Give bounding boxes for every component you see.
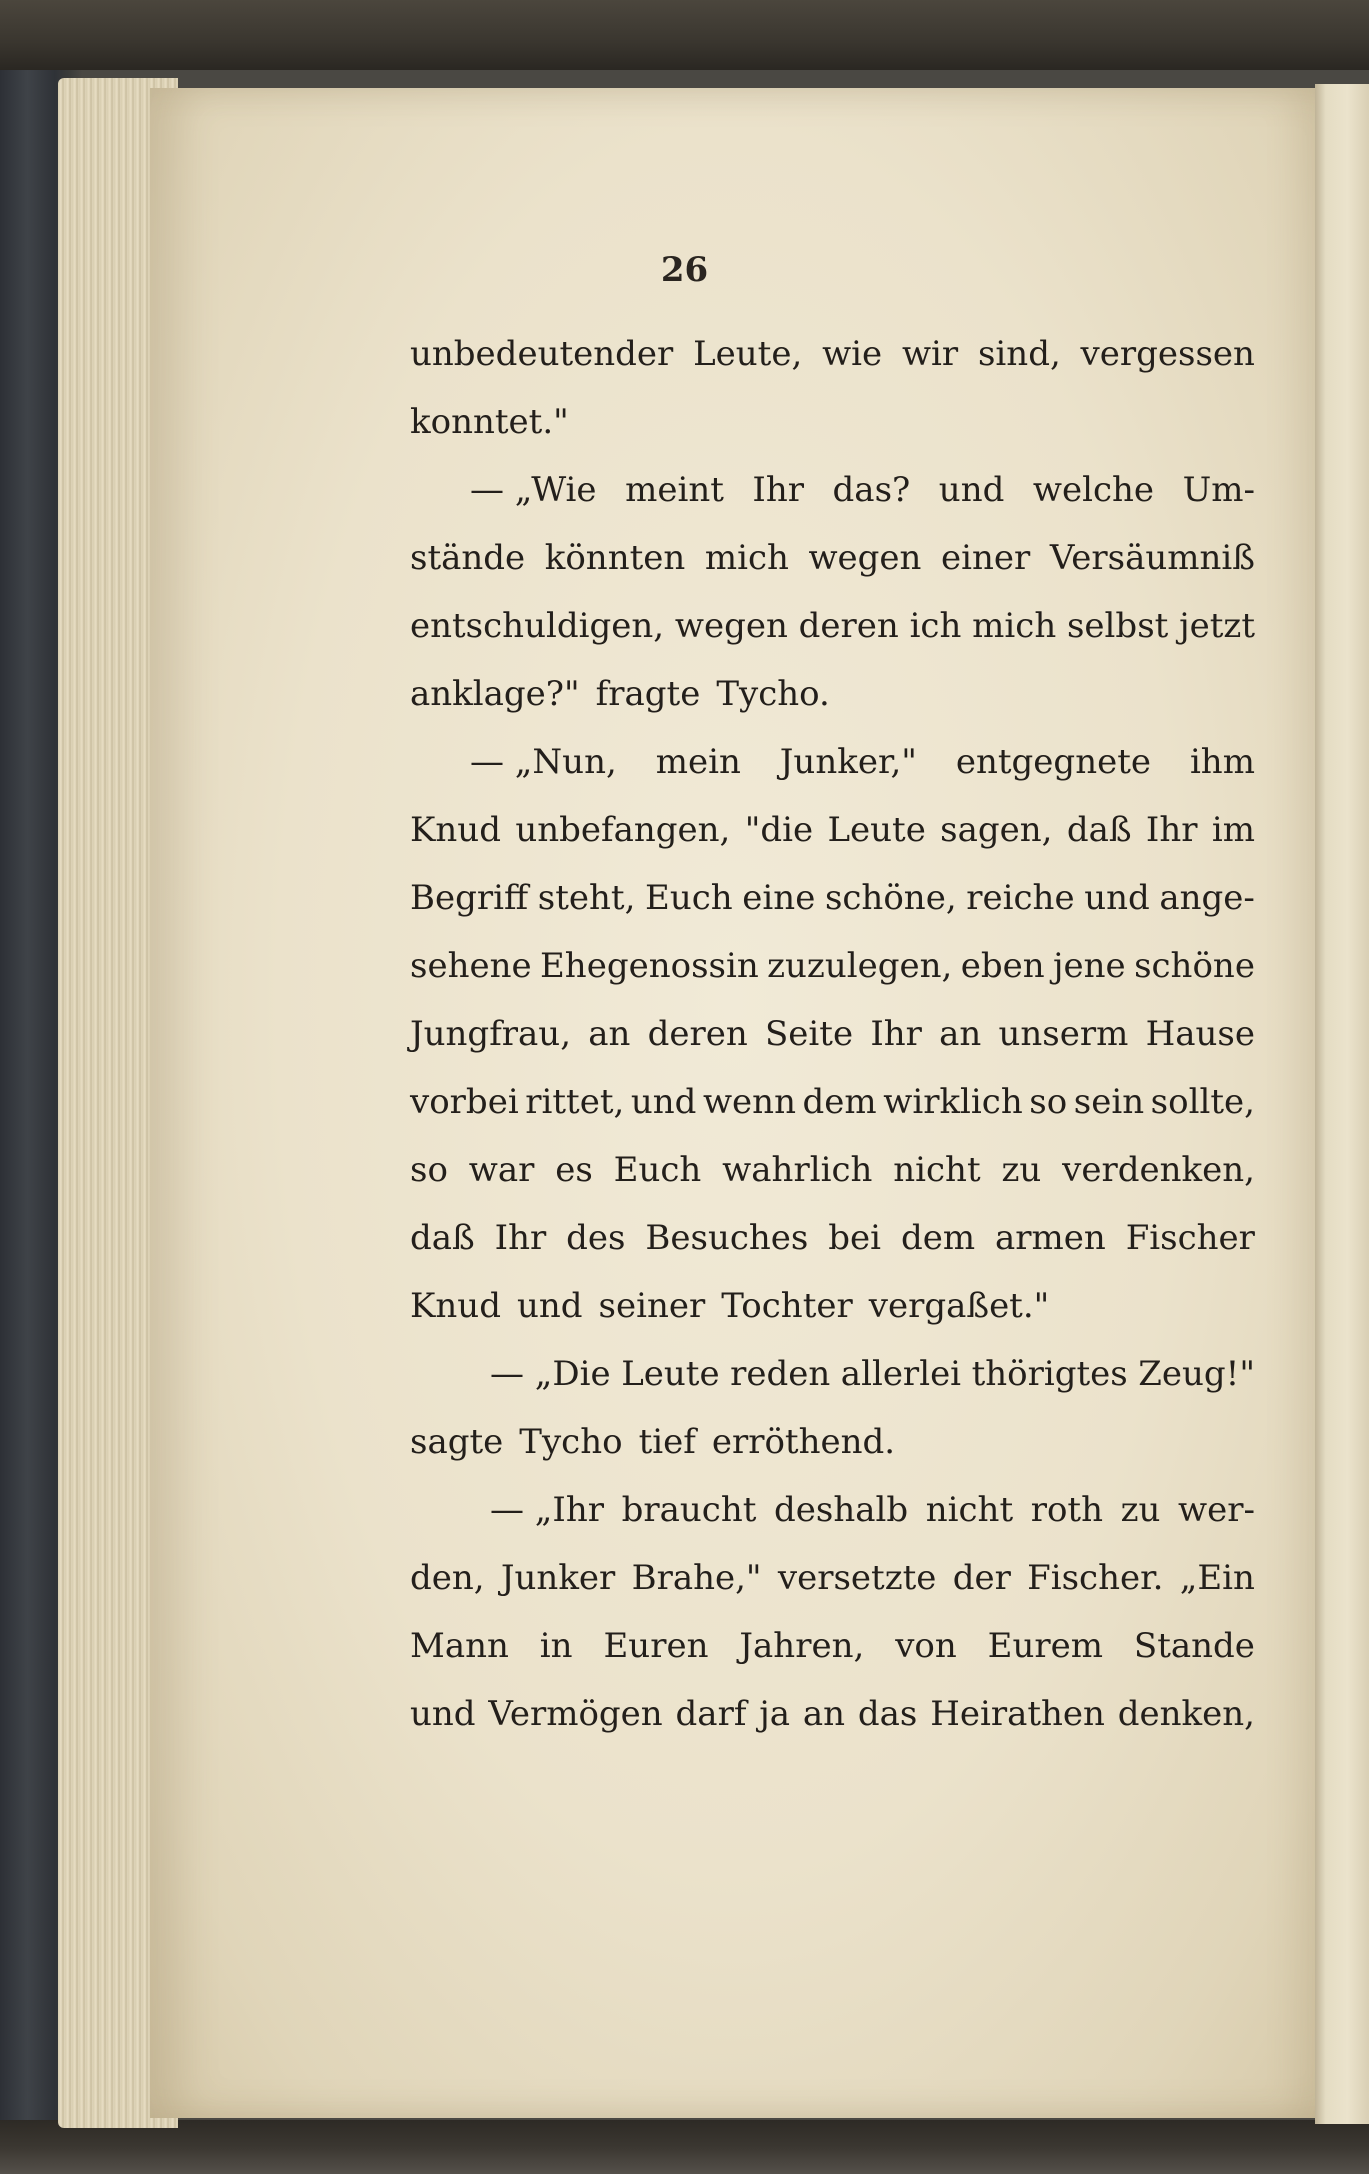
- word: wirklich: [883, 1082, 1023, 1122]
- word: mich: [972, 606, 1057, 646]
- word: Knud: [410, 1286, 501, 1326]
- word: wenn: [702, 1082, 796, 1122]
- text-line: [410, 864, 1255, 932]
- word: Stande: [1133, 1626, 1255, 1666]
- word: rittet,: [525, 1082, 625, 1122]
- word: vergessen: [1080, 334, 1255, 374]
- word: es: [555, 1150, 593, 1190]
- word: Ehegenossin: [539, 946, 759, 986]
- text-line: [410, 1136, 1255, 1204]
- word: nicht: [893, 1150, 981, 1190]
- word: anklage?": [410, 674, 580, 714]
- word: Ihr: [870, 1014, 922, 1054]
- word: so: [410, 1150, 448, 1190]
- text-line: [410, 1272, 1255, 1340]
- word: sagen,: [940, 810, 1053, 850]
- word: allerlei: [840, 1354, 962, 1394]
- word: und: [516, 1286, 583, 1326]
- word: Euren: [603, 1626, 709, 1666]
- word: entschuldigen,: [410, 606, 665, 646]
- word: zu: [1120, 1490, 1161, 1530]
- word: mein: [655, 742, 741, 782]
- word: Leute: [621, 1354, 720, 1394]
- word: wer-: [1178, 1490, 1255, 1530]
- word: verdenken,: [1062, 1150, 1255, 1190]
- word: Tochter: [721, 1286, 853, 1326]
- word: schöne,: [824, 878, 957, 918]
- word: den,: [410, 1558, 485, 1598]
- text-line: [410, 1544, 1255, 1612]
- word: zuzulegen,: [767, 946, 953, 986]
- word: wegen: [674, 606, 788, 646]
- word: eben: [960, 946, 1045, 986]
- word: sagte: [410, 1422, 504, 1462]
- word: Jungfrau,: [410, 1014, 572, 1054]
- word: Brahe,": [631, 1558, 762, 1598]
- word: Ihr: [494, 1218, 547, 1258]
- word: Besuches: [645, 1218, 809, 1258]
- word: sehene: [410, 946, 532, 986]
- word: armen: [995, 1218, 1106, 1258]
- word: steht,: [537, 878, 636, 918]
- text-line: [410, 456, 1255, 524]
- word: erröthend.: [711, 1422, 896, 1462]
- word: jene: [1053, 946, 1126, 986]
- page-number: 26: [660, 250, 709, 290]
- word: — „Wie: [470, 470, 597, 510]
- word: so: [1029, 1082, 1068, 1122]
- text-line: [410, 388, 1255, 456]
- text-line: [410, 728, 1255, 796]
- facing-page-edge: [1315, 84, 1369, 2124]
- word: Seite: [765, 1014, 854, 1054]
- text-line: [410, 1340, 1255, 1408]
- word: „Ein: [1179, 1558, 1255, 1598]
- word: braucht: [621, 1490, 757, 1530]
- word: bei: [828, 1218, 882, 1258]
- word: wahrlich: [722, 1150, 873, 1190]
- word: deren: [647, 1014, 748, 1054]
- word: Jahren,: [739, 1626, 865, 1666]
- text-line: [410, 1204, 1255, 1272]
- word: jetzt: [1179, 606, 1255, 646]
- text-line: [410, 660, 1255, 728]
- word: deshalb: [774, 1490, 909, 1530]
- word: — „Die: [490, 1354, 611, 1394]
- word: Knud: [410, 810, 501, 850]
- word: das?: [832, 470, 911, 510]
- text-line: [410, 932, 1255, 1000]
- word: reden: [730, 1354, 831, 1394]
- word: Leute,: [693, 334, 803, 374]
- word: vorbei: [410, 1082, 519, 1122]
- word: wie: [822, 334, 883, 374]
- word: Euch: [645, 878, 733, 918]
- word: denken,: [1117, 1694, 1255, 1734]
- word: versetzte: [777, 1558, 937, 1598]
- word: und: [630, 1082, 697, 1122]
- word: ja: [759, 1694, 791, 1734]
- text-line: [410, 1000, 1255, 1068]
- word: unserm: [998, 1014, 1129, 1054]
- word: nicht: [925, 1490, 1014, 1530]
- word: daß: [1066, 810, 1132, 850]
- book-cover-top-edge: [0, 0, 1369, 70]
- word: fragte: [595, 674, 701, 714]
- text-line: [410, 1068, 1255, 1136]
- word: Zeug!": [1138, 1354, 1255, 1394]
- word: "die: [744, 810, 814, 850]
- word: ich: [909, 606, 962, 646]
- word: Um-: [1182, 470, 1255, 510]
- word: Leute: [827, 810, 926, 850]
- word: Begriff: [410, 878, 529, 918]
- word: an: [802, 1694, 846, 1734]
- word: unbefangen,: [515, 810, 731, 850]
- word: und: [938, 470, 1005, 510]
- word: Fischer: [1125, 1218, 1255, 1258]
- word: an: [939, 1014, 982, 1054]
- word: konntet.": [410, 402, 569, 442]
- word: Ihr: [1145, 810, 1198, 850]
- word: meint: [625, 470, 724, 510]
- word: sein: [1073, 1082, 1145, 1122]
- word: wegen: [808, 538, 922, 578]
- word: Tycho.: [716, 674, 830, 714]
- word: reiche: [966, 878, 1075, 918]
- word: Mann: [410, 1626, 509, 1666]
- word: sollte,: [1150, 1082, 1255, 1122]
- book-cover-bottom-edge: [0, 2120, 1369, 2174]
- word: entgegnete: [955, 742, 1151, 782]
- text-line: [410, 320, 1255, 388]
- word: Versäumniß: [1049, 538, 1255, 578]
- word: ihm: [1189, 742, 1255, 782]
- word: roth: [1030, 1490, 1103, 1530]
- word: war: [468, 1150, 535, 1190]
- word: wir: [901, 334, 959, 374]
- word: könnten: [544, 538, 686, 578]
- word: und: [1084, 878, 1150, 918]
- text-line: [410, 1476, 1255, 1544]
- word: Tycho: [519, 1422, 623, 1462]
- text-line: [410, 1612, 1255, 1680]
- word: der: [952, 1558, 1011, 1598]
- word: und: [410, 1694, 476, 1734]
- word: deren: [798, 606, 899, 646]
- word: zu: [1001, 1150, 1042, 1190]
- word: seiner: [598, 1286, 706, 1326]
- word: eine: [742, 878, 816, 918]
- word: Heirathen: [930, 1694, 1105, 1734]
- text-line: [410, 796, 1255, 864]
- word: des: [566, 1218, 626, 1258]
- word: Vermögen: [488, 1694, 663, 1734]
- word: Eurem: [987, 1626, 1104, 1666]
- word: in: [539, 1626, 573, 1666]
- word: Ihr: [752, 470, 805, 510]
- text-line: [410, 1680, 1255, 1748]
- text-line: [410, 1408, 1255, 1476]
- word: sind,: [977, 334, 1061, 374]
- text-line: [410, 524, 1255, 592]
- word: von: [895, 1626, 957, 1666]
- page-text: [410, 320, 1255, 1748]
- word: thörigtes: [971, 1354, 1128, 1394]
- word: das: [857, 1694, 918, 1734]
- word: vergaßet.": [868, 1286, 1050, 1326]
- word: an: [588, 1014, 631, 1054]
- word: selbst: [1066, 606, 1169, 646]
- word: im: [1211, 810, 1255, 850]
- word: einer: [941, 538, 1031, 578]
- word: Hause: [1145, 1014, 1255, 1054]
- word: unbedeutender: [410, 334, 674, 374]
- word: dem: [802, 1082, 877, 1122]
- word: darf: [675, 1694, 747, 1734]
- word: — „Nun,: [470, 742, 617, 782]
- word: ange-: [1159, 878, 1255, 918]
- word: Junker: [500, 1558, 616, 1598]
- word: stände: [410, 538, 526, 578]
- word: — „Ihr: [490, 1490, 605, 1530]
- word: welche: [1032, 470, 1155, 510]
- text-line: [410, 592, 1255, 660]
- word: daß: [410, 1218, 475, 1258]
- word: schöne: [1134, 946, 1255, 986]
- word: tief: [638, 1422, 696, 1462]
- word: mich: [704, 538, 789, 578]
- word: Euch: [613, 1150, 702, 1190]
- word: Junker,": [779, 742, 917, 782]
- word: dem: [900, 1218, 976, 1258]
- word: Fischer.: [1027, 1558, 1164, 1598]
